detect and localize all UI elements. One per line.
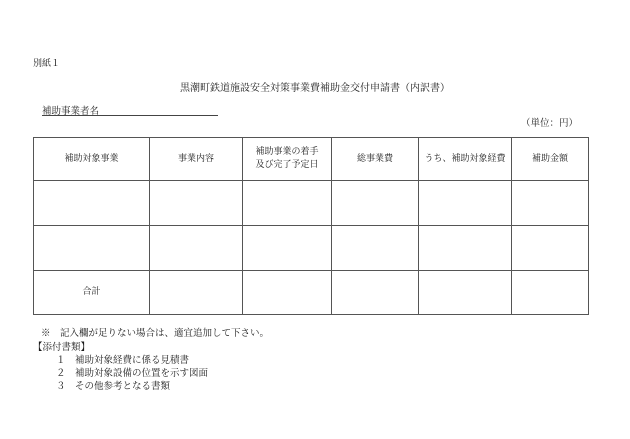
- table-cell[interactable]: [332, 271, 419, 315]
- table-cell[interactable]: [419, 226, 512, 271]
- table-cell[interactable]: [243, 226, 332, 271]
- applicant-underline: [42, 115, 218, 116]
- table-cell[interactable]: [512, 181, 589, 226]
- table-cell[interactable]: [34, 181, 150, 226]
- table-cell[interactable]: [332, 226, 419, 271]
- table-cell[interactable]: [34, 226, 150, 271]
- header-line: 及び完了予定日: [255, 160, 319, 170]
- attachment-label: 別紙１: [33, 59, 61, 69]
- table-cell[interactable]: [150, 226, 243, 271]
- table-cell[interactable]: [512, 271, 589, 315]
- header-line: 補助事業の着手: [255, 147, 319, 157]
- total-row: [34, 271, 589, 315]
- table-cell[interactable]: [512, 226, 589, 271]
- attachment-item: ２ 補助対象設備の位置を示す図面: [56, 368, 209, 379]
- table-header-row: [34, 138, 589, 181]
- header-cell: 補助金額: [512, 138, 589, 181]
- applicant-label: 補助事業者名: [42, 106, 100, 117]
- attachment-item: １ 補助対象経費に係る見積書: [56, 355, 190, 366]
- header-cell: 事業内容: [150, 138, 243, 181]
- table-cell[interactable]: [150, 271, 243, 315]
- note-text: ※ 記入欄が足りない場合は、適宜追加して下さい。: [41, 328, 270, 339]
- header-cell: うち、補助対象経費: [419, 138, 512, 181]
- header-cell: [243, 138, 332, 181]
- table-cell[interactable]: [243, 271, 332, 315]
- document-title: 黒潮町鉄道施設安全対策事業費補助金交付申請書（内訳書）: [180, 83, 450, 94]
- table-row: [34, 226, 589, 271]
- table-cell[interactable]: [243, 181, 332, 226]
- table-cell[interactable]: [419, 271, 512, 315]
- unit-label: （単位：円）: [521, 118, 579, 129]
- attachment-item: ３ その他参考となる書類: [56, 381, 171, 392]
- attachments-heading: 【添付書類】: [33, 342, 91, 353]
- breakdown-table: [33, 137, 589, 315]
- table-row: [34, 181, 589, 226]
- table-cell[interactable]: [419, 181, 512, 226]
- header-cell: 補助対象事業: [34, 138, 150, 181]
- table-cell[interactable]: [332, 181, 419, 226]
- table-cell[interactable]: [150, 181, 243, 226]
- total-label: 合計: [34, 271, 150, 315]
- header-cell: 総事業費: [332, 138, 419, 181]
